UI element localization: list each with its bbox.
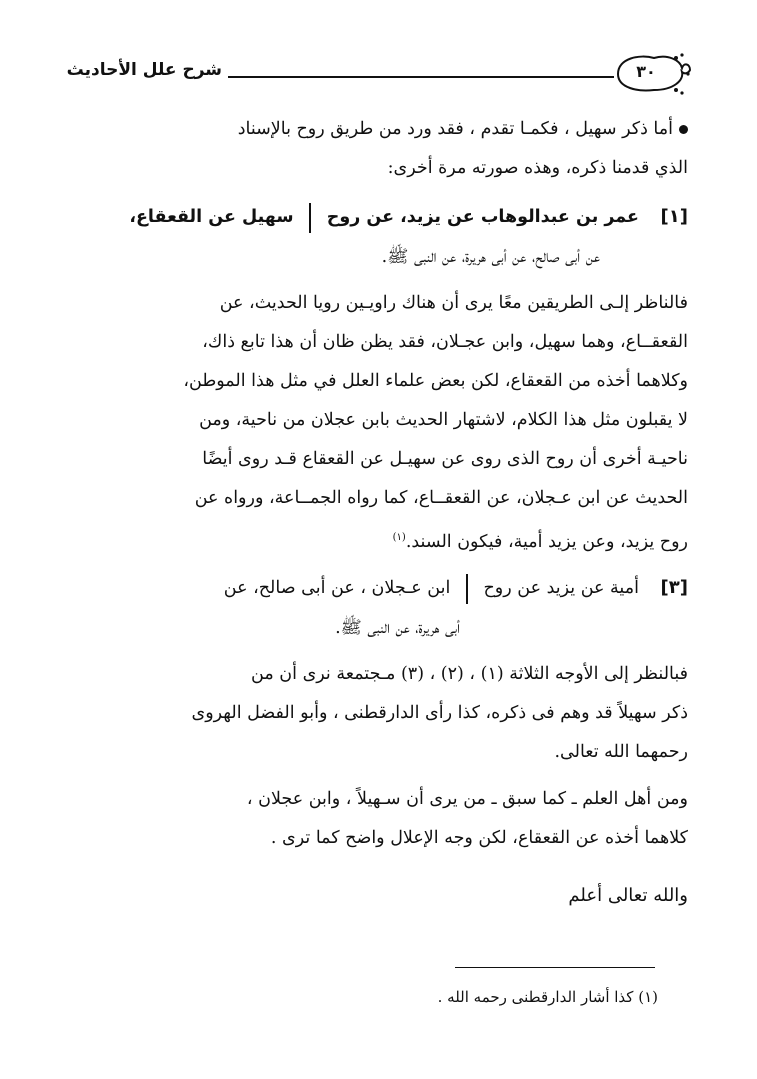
footnote-marker: (١) <box>392 532 406 543</box>
page-header <box>66 52 695 96</box>
paragraph-line: ذكر سهيلاً قد وهم فى ذكره، كذا رأى الدارقطنى ، وأبو الفضل الهروى <box>191 703 688 723</box>
paragraph-line: روح يزيد، وعن يزيد أمية، فيكون السند.$^{(١)}$ <box>392 531 688 552</box>
paragraph-line: القعقــاع، وهما سهيل، وابن عجـلان، فقد يظن ظان أن هذا تابع ذاك، <box>202 332 688 352</box>
footnote-text: (١) كذا أشار الدارقطنى رحمه الله . <box>437 988 658 1006</box>
paragraph-line: وكلاهما أخذه من القعقاع، لكن بعض علماء العلل في مثل هذا الموطن، <box>183 371 688 391</box>
paragraph-line: الحديث عن ابن عـجلان، عن القعقــاع، كما رواه الجمــاعة، ورواه عن <box>194 488 688 508</box>
intro-paragraph <box>74 110 688 188</box>
page-number-ornament <box>610 52 694 96</box>
chain-separator <box>466 574 468 604</box>
chain-row: عن أبى صالح، عن أبى هريرة، عن النبى ﷺ. <box>381 247 600 267</box>
chain-number: [٣] <box>660 577 688 598</box>
paragraph-line: ناحيـة أخرى أن روح الذى روى عن سهيـل عن القعقاع قـد روى أيضًا <box>202 449 688 469</box>
chain-row <box>74 568 688 608</box>
conclusion-paragraph <box>74 655 688 772</box>
chain-row <box>74 197 688 237</box>
isnad-chain-3 <box>74 568 688 648</box>
intro-line: أما ذكر سهيل ، فكمـا تقدم ، فقد ورد من طريق روح بالإسناد <box>74 110 688 149</box>
page-number: ٣٠ <box>636 62 656 81</box>
chain-separator <box>309 203 311 233</box>
paragraph-line: كلاهما أخذه عن القعقاع، لكن وجه الإعلال واضح كما ترى . <box>270 828 688 848</box>
closing-phrase: والله تعالى أعلم <box>568 885 688 906</box>
chain-left-part: ابن عـجلان ، عن أبى صالح، عن <box>223 578 451 598</box>
intro-line: الذي قدمنا ذكره، وهذه صورته مرة أخرى: <box>387 158 688 178</box>
chain-right-part: أمية عن يزيد عن روح <box>483 578 639 598</box>
paragraph-line: فبالنظر إلى الأوجه الثلاثة (١) ، (٢) ، (٣) مـجتمعة نرى أن من <box>251 664 688 684</box>
chain-number: [١] <box>660 206 688 227</box>
bullet-icon <box>679 125 688 134</box>
chain-right-part: عمر بن عبدالوهاب عن يزيد، عن روح <box>326 207 639 227</box>
running-title: شرح علل الأحاديث <box>66 60 222 80</box>
paragraph-line: ومن أهل العلم ـ كما سبق ـ من يرى أن سـهيلاً ، وابن عجلان ، <box>246 789 688 809</box>
chain-left-part: سهيل عن القعقاع، <box>129 207 294 227</box>
paragraph-line: فالناظر إلـى الطريقين معًا يرى أن هناك راويـين رويا الحديث، عن <box>219 293 688 313</box>
chain-row: أبى هريرة، عن النبى ﷺ. <box>335 618 460 638</box>
footnote-rule <box>455 967 655 968</box>
paragraph-line: رحمهما الله تعالى. <box>554 742 688 762</box>
isnad-chain-1 <box>74 197 688 277</box>
header-rule <box>228 76 614 78</box>
final-paragraph <box>74 780 688 858</box>
paragraph-line: لا يقبلون مثل هذا الكلام، لاشتهار الحديث بابن عجلان من ناحية، ومن <box>199 410 688 430</box>
discussion-paragraph <box>74 284 688 562</box>
